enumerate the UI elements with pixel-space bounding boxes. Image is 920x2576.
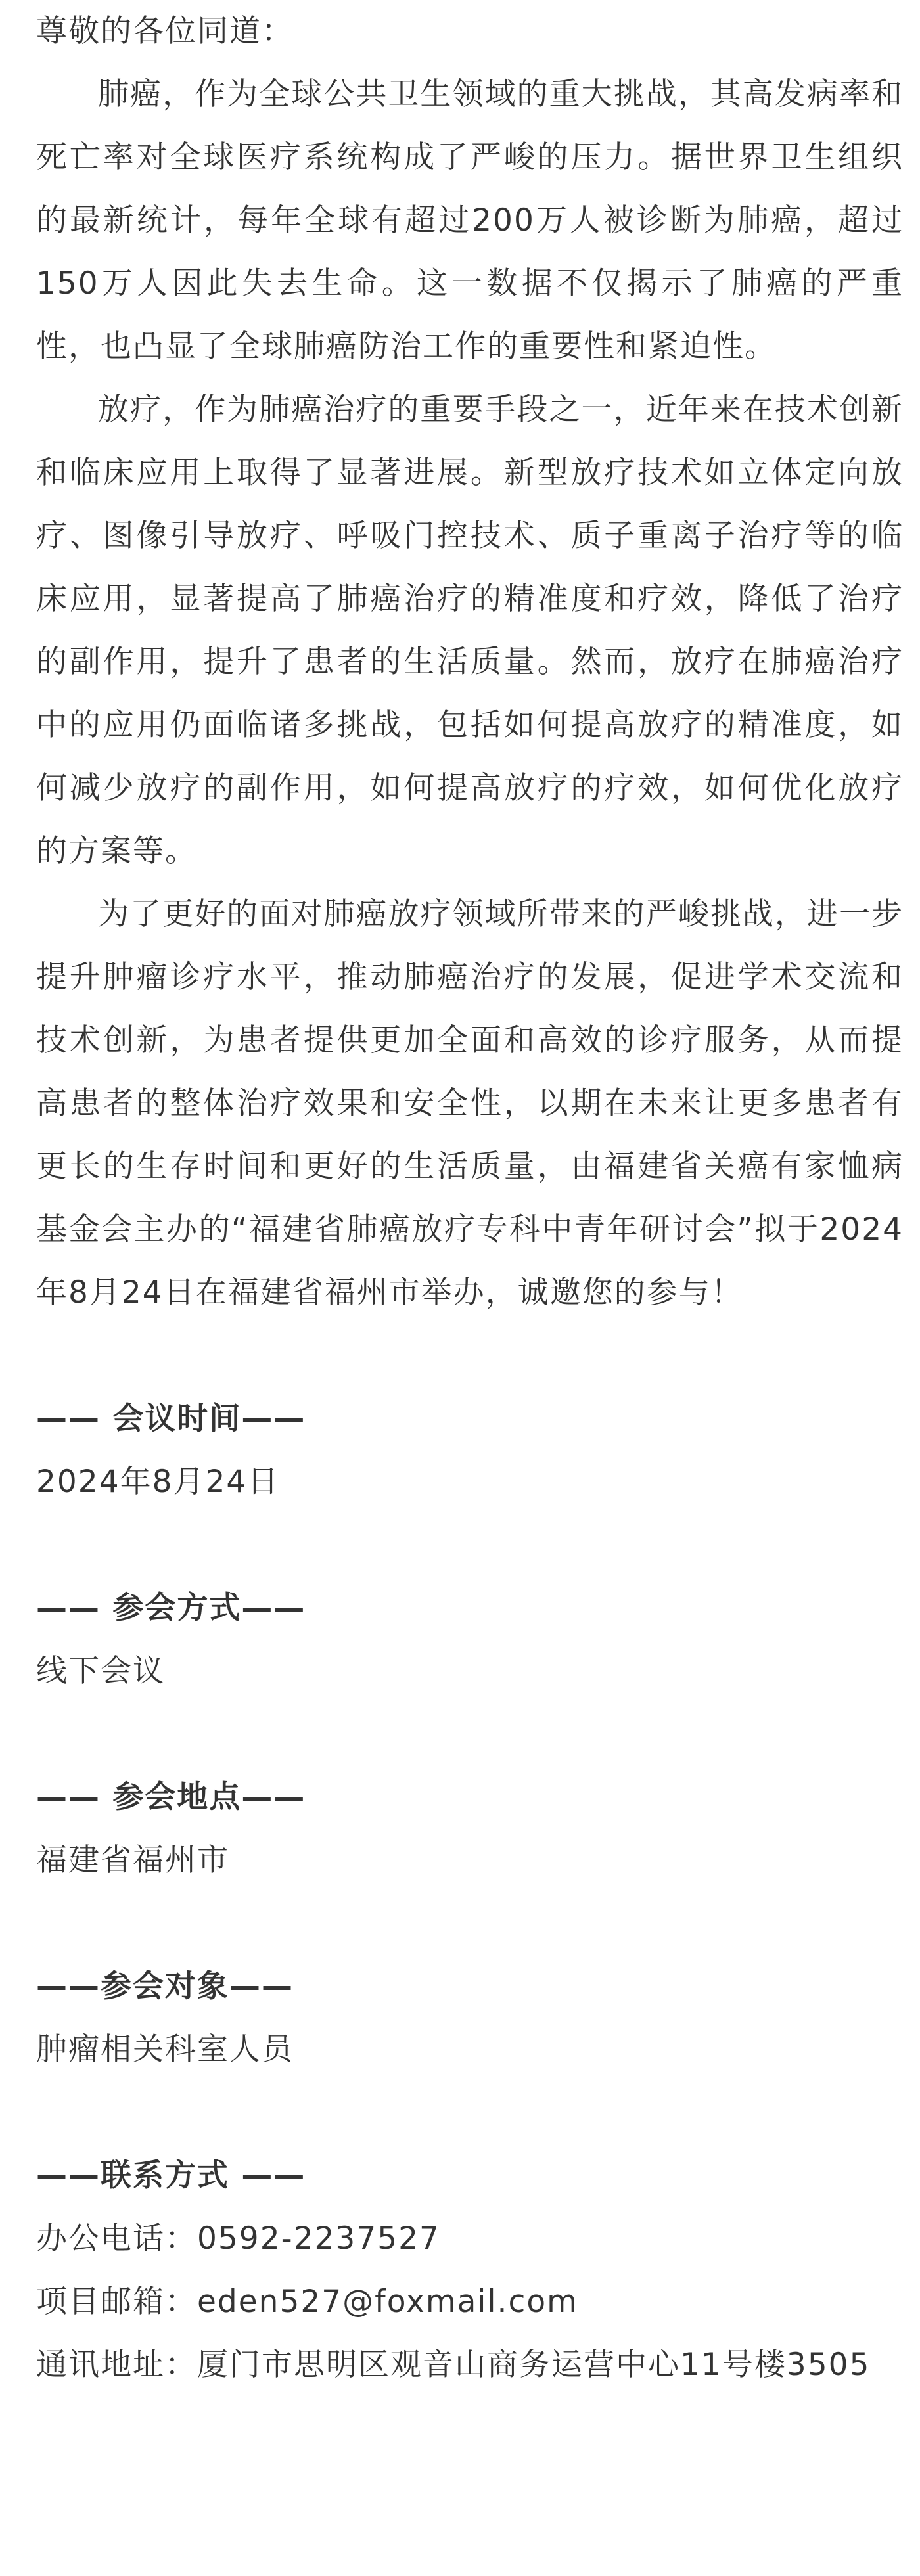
paragraph-lung-cancer-overview: 肺癌，作为全球公共卫生领域的重大挑战，其高发病率和死亡率对全球医疗系统构成了严峻的压力。据世界卫生组织的最新统计，每年全球有超过200万人被诊断为肺癌，超过150万人因此失去生命。这一数据不仅揭示了肺癌的严重性，也凸显了全球肺癌防治工作的重要性和紧迫性。 xyxy=(36,76,904,365)
paragraph-meeting-invitation: 为了更好的面对肺癌放疗领域所带来的严峻挑战，进一步提升肿瘤诊疗水平，推动肺癌治疗的发展，促进学术交流和技术创新，为患者提供更加全面和高效的诊疗服务，从而提高患者的整体治疗效果和安全性，以期在未来让更多患者有更长的生存时间和更好的生活质量，由福建省关癌有家恤病基金会主办的“福建省肺癌放疗专科中青年研讨会”拟于2024年8月24日在福建省福州市举办，诚邀您的参与！ xyxy=(36,896,904,1311)
phone-label: 办公电话： xyxy=(36,2221,197,2257)
target-audience: 肿瘤相关科室人员 xyxy=(36,2031,294,2068)
contact-address xyxy=(36,2334,904,2397)
section-heading: ——参会对象—— xyxy=(36,1968,294,2004)
section-audience xyxy=(36,1955,904,2081)
spacer xyxy=(36,1514,904,1577)
email-address[interactable]: eden527@foxmail.com xyxy=(197,2284,578,2320)
paragraph-radiotherapy-progress: 放疗，作为肺癌治疗的重要手段之一，近年来在技术创新和临床应用上取得了显著进展。新型放疗技术如立体定向放疗、图像引导放疗、呼吸门控技术、质子重离子治疗等的临床应用，显著提高了肺癌治疗的精准度和疗效，降低了治疗的副作用，提升了患者的生活质量。然而，放疗在肺癌治疗中的应用仍面临诸多挑战，包括如何提高放疗的精准度，如何减少放疗的副作用，如何提高放疗的疗效，如何优化放疗的方案等。 xyxy=(36,392,904,869)
venue-location: 福建省福州市 xyxy=(36,1842,229,1878)
section-heading: —— 参会地点—— xyxy=(36,1779,306,1815)
spacer xyxy=(36,1703,904,1766)
section-heading: —— 会议时间—— xyxy=(36,1401,306,1437)
meeting-date: 2024年8月24日 xyxy=(36,1464,280,1500)
phone-number[interactable]: 0592-2237527 xyxy=(197,2221,440,2257)
spacer xyxy=(36,2081,904,2144)
spacer xyxy=(36,1324,904,1388)
email-label: 项目邮箱： xyxy=(36,2284,197,2320)
section-venue xyxy=(36,1766,904,1892)
section-heading: ——联系方式 —— xyxy=(36,2158,306,2194)
contact-phone xyxy=(36,2207,904,2271)
address-label: 通讯地址： xyxy=(36,2347,197,2383)
section-attendance-format xyxy=(36,1577,904,1703)
spacer xyxy=(36,1892,904,1955)
section-meeting-time xyxy=(36,1388,904,1514)
postal-address: 厦门市思明区观音山商务运营中心11号楼3505 xyxy=(197,2347,871,2383)
section-contact xyxy=(36,2144,904,2397)
attendance-format: 线下会议 xyxy=(36,1653,165,1689)
letter-document xyxy=(36,0,904,2397)
section-heading: —— 参会方式—— xyxy=(36,1590,306,1626)
contact-email xyxy=(36,2271,904,2334)
greeting: 尊敬的各位同道： xyxy=(36,13,294,49)
